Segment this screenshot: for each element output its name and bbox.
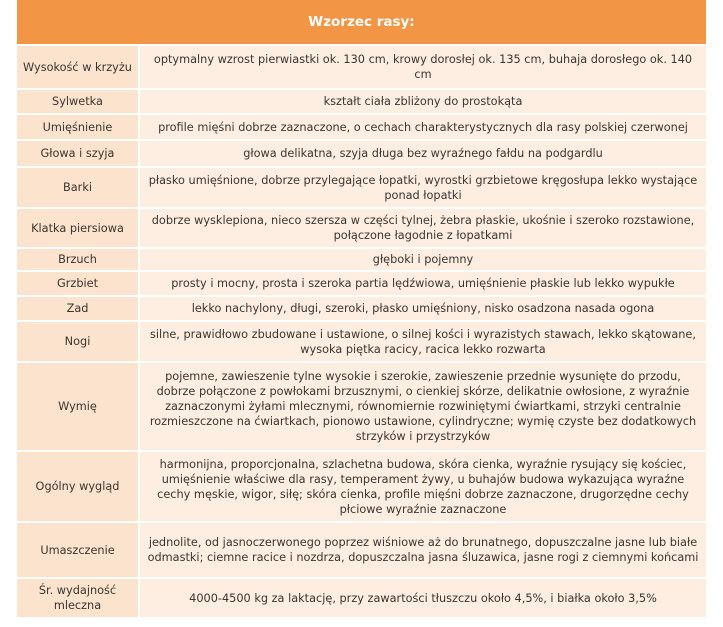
row-value: profile mięśni dobrze zaznaczone, o cechach charakterystycznych dla rasy polskiej czerwonej — [140, 115, 706, 141]
table-title: Wzorzec rasy: — [17, 0, 706, 46]
row-label: Klatka piersiowa — [17, 209, 140, 249]
row-value: silne, prawidłowo zbudowane i ustawione, o silnej kości i wyrazistych stawach, lekko skątowane, wysoka piętka racicy, racica lekko rozwarta — [140, 322, 706, 363]
row-label: Grzbiet — [17, 272, 140, 297]
row-value: optymalny wzrost pierwiastki ok. 130 cm, krowy dorosłej ok. 135 cm, buhaja dorosłego ok. 140 cm — [140, 46, 706, 90]
table-row — [17, 90, 706, 115]
row-value: płasko umięśnione, dobrze przylegające łopatki, wyrostki grzbietowe kręgosłupa lekko wystające ponad łopatki — [140, 168, 706, 209]
row-label: Śr. wydajność mleczna — [17, 579, 140, 619]
row-value: prosty i mocny, prosta i szeroka partia lędźwiowa, umięśnienie płaskie lub lekko wypukłe — [140, 272, 706, 297]
table-row — [17, 363, 706, 452]
row-value: jednolite, od jasnoczerwonego poprzez wiśniowe aż do brunatnego, dopuszczalne jasne lub białe odmastki; ciemne racice i nozdrza, dopuszczalna jasna śluzawica, jasne rogi z ciemnymi końcami — [140, 523, 706, 579]
row-label: Ogólny wygląd — [17, 452, 140, 523]
row-value: harmonijna, proporcjonalna, szlachetna budowa, skóra cienka, wyraźnie rysujący się kościec, umięśnienie właściwe dla rasy, temperament żywy, u buhajów budowa wykazująca wyraźne cechy męskie, wigor, siłę; skóra cienka, profile mięśni dobrze zaznaczone, drugorzędne cechy płciowe wyraźnie zaznaczone — [140, 452, 706, 523]
row-label: Wymię — [17, 363, 140, 452]
row-value: kształt ciała zbliżony do prostokąta — [140, 90, 706, 115]
row-label: Brzuch — [17, 249, 140, 272]
table-row — [17, 297, 706, 322]
row-label: Nogi — [17, 322, 140, 363]
row-label: Umaszczenie — [17, 523, 140, 579]
table-row — [17, 452, 706, 523]
breed-standard-table-frame — [17, 0, 706, 627]
row-value: pojemne, zawieszenie tylne wysokie i szerokie, zawieszenie przednie wysunięte do przodu, dobrze połączone z powłokami brzusznymi, o cienkiej skórze, delikatnie owłosione, z wyraźnie zaznaczonymi żyłami mlecznymi, równomiernie rozwiniętymi ćwiartkami, strzyki centralnie rozmieszczone na ćwiartkach, pionowo ustawione, cylindryczne; wymię czyste bez dodatkowych strzyków i przystrzyków — [140, 363, 706, 452]
row-label: Sylwetka — [17, 90, 140, 115]
row-value: głęboki i pojemny — [140, 249, 706, 272]
table-row — [17, 115, 706, 141]
table-row — [17, 272, 706, 297]
row-label: Zad — [17, 297, 140, 322]
row-label: Barki — [17, 168, 140, 209]
table-row — [17, 523, 706, 579]
table-row — [17, 322, 706, 363]
table-header-row — [17, 0, 706, 46]
table-row — [17, 579, 706, 619]
row-label: Wysokość w krzyżu — [17, 46, 140, 90]
row-value: 4000-4500 kg za laktację, przy zawartości tłuszczu około 4,5%, i białka około 3,5% — [140, 579, 706, 619]
breed-standard-table — [17, 0, 706, 619]
row-value: dobrze wysklepiona, nieco szersza w części tylnej, żebra płaskie, ukośnie i szeroko rozstawione, połączone łagodnie z łopatkami — [140, 209, 706, 249]
row-value: lekko nachylony, długi, szeroki, płasko umięśniony, nisko osadzona nasada ogona — [140, 297, 706, 322]
table-row — [17, 141, 706, 168]
row-label: Głowa i szyja — [17, 141, 140, 168]
table-row — [17, 249, 706, 272]
table-row — [17, 168, 706, 209]
row-value: głowa delikatna, szyja długa bez wyraźnego fałdu na podgardlu — [140, 141, 706, 168]
table-row — [17, 209, 706, 249]
row-label: Umięśnienie — [17, 115, 140, 141]
table-row — [17, 46, 706, 90]
